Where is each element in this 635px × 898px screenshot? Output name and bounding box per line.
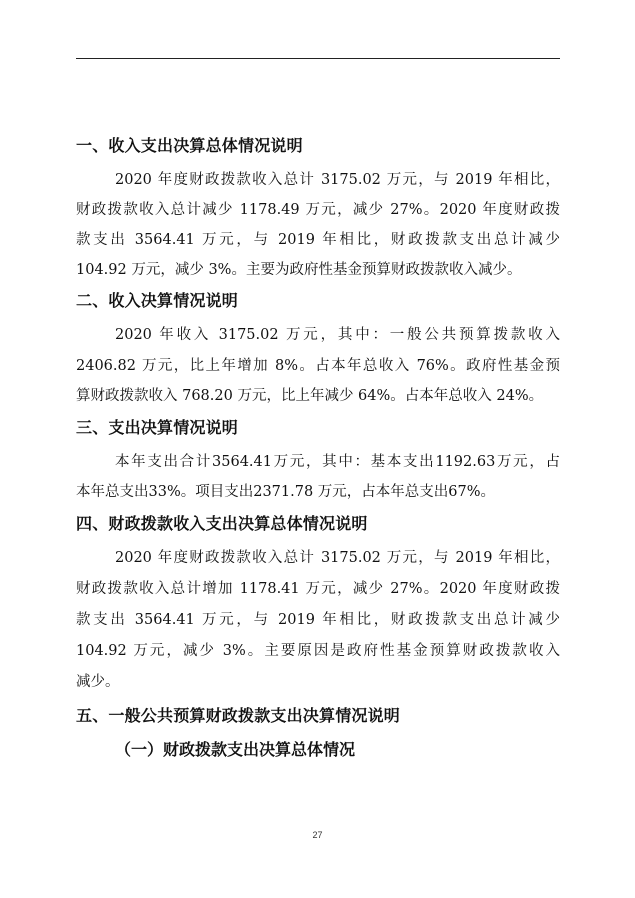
section-1-line-2: 财政拨款收入总计减少 1178.49 万元，减少 27%。2020 年度财政拨 [76, 202, 560, 218]
section-1-heading: 一、收入支出决算总体情况说明 [76, 136, 303, 155]
section-5-heading: 五、一般公共预算财政拨款支出决算情况说明 [76, 706, 401, 725]
section-4-heading: 四、财政拨款收入支出决算总体情况说明 [76, 514, 368, 533]
header-rule [76, 58, 560, 59]
section-3-line-2: 本年总支出33%。项目支出2371.78 万元，占本年总支出67%。 [76, 484, 496, 500]
section-4-line-3: 款支出 3564.41 万元，与 2019 年相比，财政拨款支出总计减少 [76, 612, 560, 628]
section-3-line-1: 本年支出合计3564.41万元，其中：基本支出1192.63万元，占 [115, 454, 560, 470]
section-2-line-1: 2020 年收入 3175.02 万元，其中：一般公共预算拨款收入 [115, 327, 560, 343]
section-4-line-5: 减少。 [76, 674, 120, 690]
section-1-line-1: 2020 年度财政拨款收入总计 3175.02 万元，与 2019 年相比， [115, 172, 560, 188]
section-4-line-2: 财政拨款收入总计增加 1178.41 万元，减少 27%。2020 年度财政拨 [76, 581, 560, 597]
section-1-line-3: 款支出 3564.41 万元，与 2019 年相比，财政拨款支出总计减少 [76, 232, 560, 248]
section-1-line-4: 104.92 万元，减少 3%。主要为政府性基金预算财政拨款收入减少。 [76, 262, 522, 278]
section-3-heading: 三、支出决算情况说明 [76, 418, 239, 437]
section-4-line-1: 2020 年度财政拨款收入总计 3175.02 万元，与 2019 年相比， [115, 550, 560, 566]
section-2-heading: 二、收入决算情况说明 [76, 291, 239, 310]
page-number: 27 [312, 830, 323, 840]
section-5-subheading: （一）财政拨款支出决算总体情况 [115, 740, 356, 759]
section-4-line-4: 104.92 万元，减少 3%。主要原因是政府性基金预算财政拨款收入 [76, 643, 560, 659]
section-2-line-2: 2406.82 万元，比上年增加 8%。占本年总收入 76%。政府性基金预 [76, 358, 560, 374]
section-2-line-3: 算财政拨款收入 768.20 万元，比上年减少 64%。占本年总收入 24%。 [76, 388, 544, 404]
